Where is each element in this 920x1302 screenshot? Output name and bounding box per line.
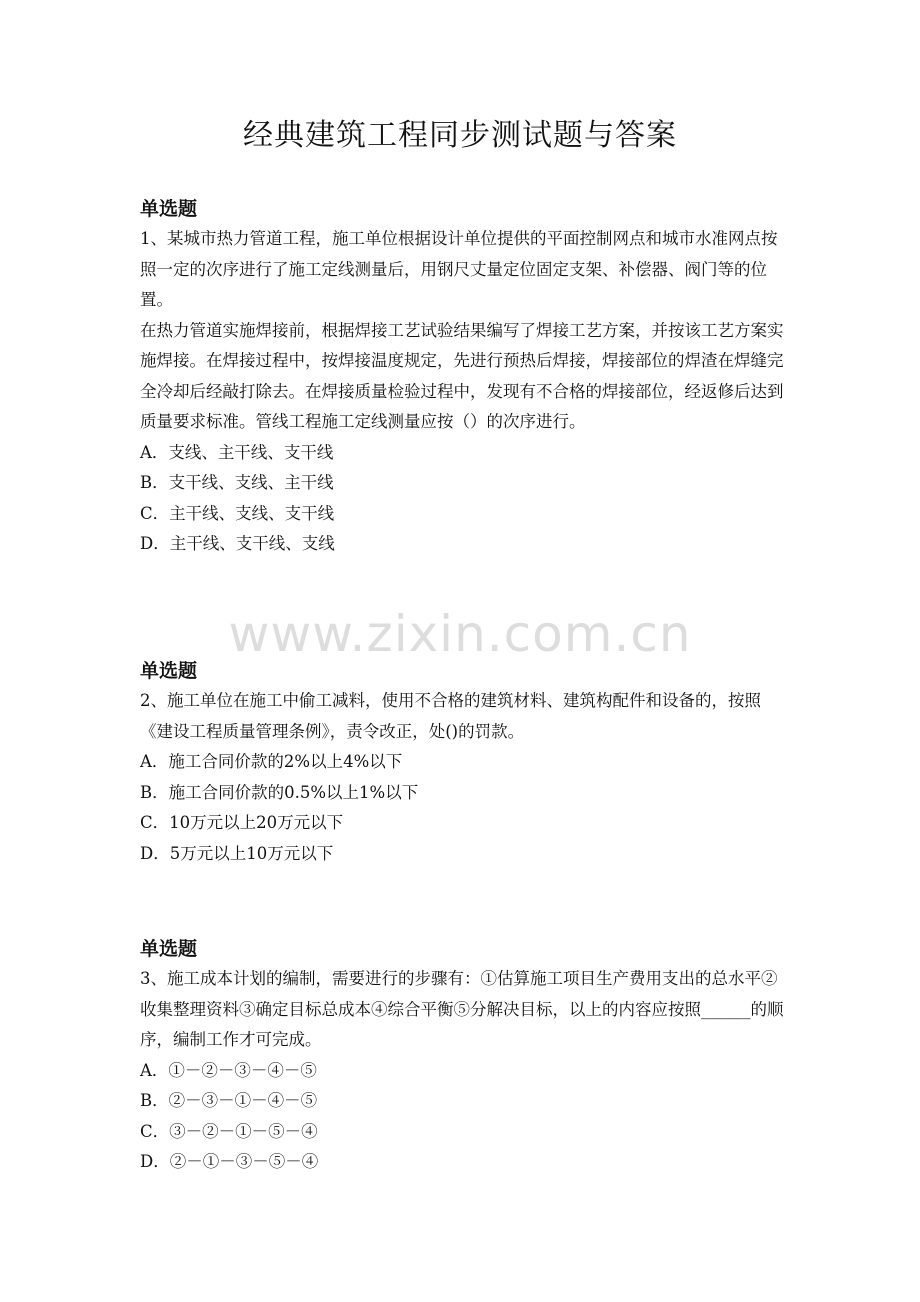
question-stem: 1、某城市热力管道工程，施工单位根据设计单位提供的平面控制网点和城市水准网点按照一定的次序进行了施工定线测量后，用钢尺丈量定位固定支架、补偿器、阀门等的位置。 xyxy=(140,229,778,309)
document-title: 经典建筑工程同步测试题与答案 xyxy=(243,118,677,153)
question-1 xyxy=(140,194,790,560)
option-b: B．施工合同价款的0.5%以上1%以下 xyxy=(140,782,419,802)
option-d: D．5万元以上10万元以下 xyxy=(140,843,334,863)
question-stem: 2、施工单位在施工中偷工减料，使用不合格的建筑材料、建筑构配件和设备的，按照《建设工程质量管理条例》，责令改正，处()的罚款。 xyxy=(140,691,761,741)
option-d: D．主干线、支干线、支线 xyxy=(140,534,335,553)
question-type-heading: 单选题 xyxy=(140,198,198,220)
question-type-heading: 单选题 xyxy=(140,660,198,682)
question-stem-continued: 在热力管道实施焊接前，根据焊接工艺试验结果编写了焊接工艺方案，并按该工艺方案实施焊接。在焊接过程中，按焊接温度规定，先进行预热后焊接，焊接部位的焊渣在焊缝完全冷却后经敲打除去。在焊接质量检验过程中，发现有不合格的焊接部位，经返修后达到质量要求标准。管线工程施工定线测量应按（）的次序进行。 xyxy=(140,320,784,431)
question-2 xyxy=(140,656,790,869)
question-3 xyxy=(140,934,790,1178)
option-a: A．施工合同价款的2%以上4%以下 xyxy=(140,752,403,771)
option-a: A．支线、主干线、支干线 xyxy=(140,442,334,462)
option-c: C．10万元以上20万元以下 xyxy=(140,813,344,832)
option-c: C．③－②－①－⑤－④ xyxy=(140,1121,318,1141)
option-c: C．主干线、支线、支干线 xyxy=(140,503,335,523)
question-stem: 3、施工成本计划的编制，需要进行的步骤有：①估算施工项目生产费用支出的总水平②收集整理资料③确定目标总成本④综合平衡⑤分解决目标，以上的内容应按照______的顺序，编制工作才可完成。 xyxy=(140,969,784,1049)
option-d: D．②－①－③－⑤－④ xyxy=(140,1152,319,1171)
option-b: B．支干线、支线、主干线 xyxy=(140,473,334,492)
option-a: A．①－②－③－④－⑤ xyxy=(140,1060,317,1080)
option-b: B．②－③－①－④－⑤ xyxy=(140,1091,318,1110)
watermark: www.zixin.com.cn xyxy=(228,605,692,663)
question-type-heading: 单选题 xyxy=(140,938,198,960)
